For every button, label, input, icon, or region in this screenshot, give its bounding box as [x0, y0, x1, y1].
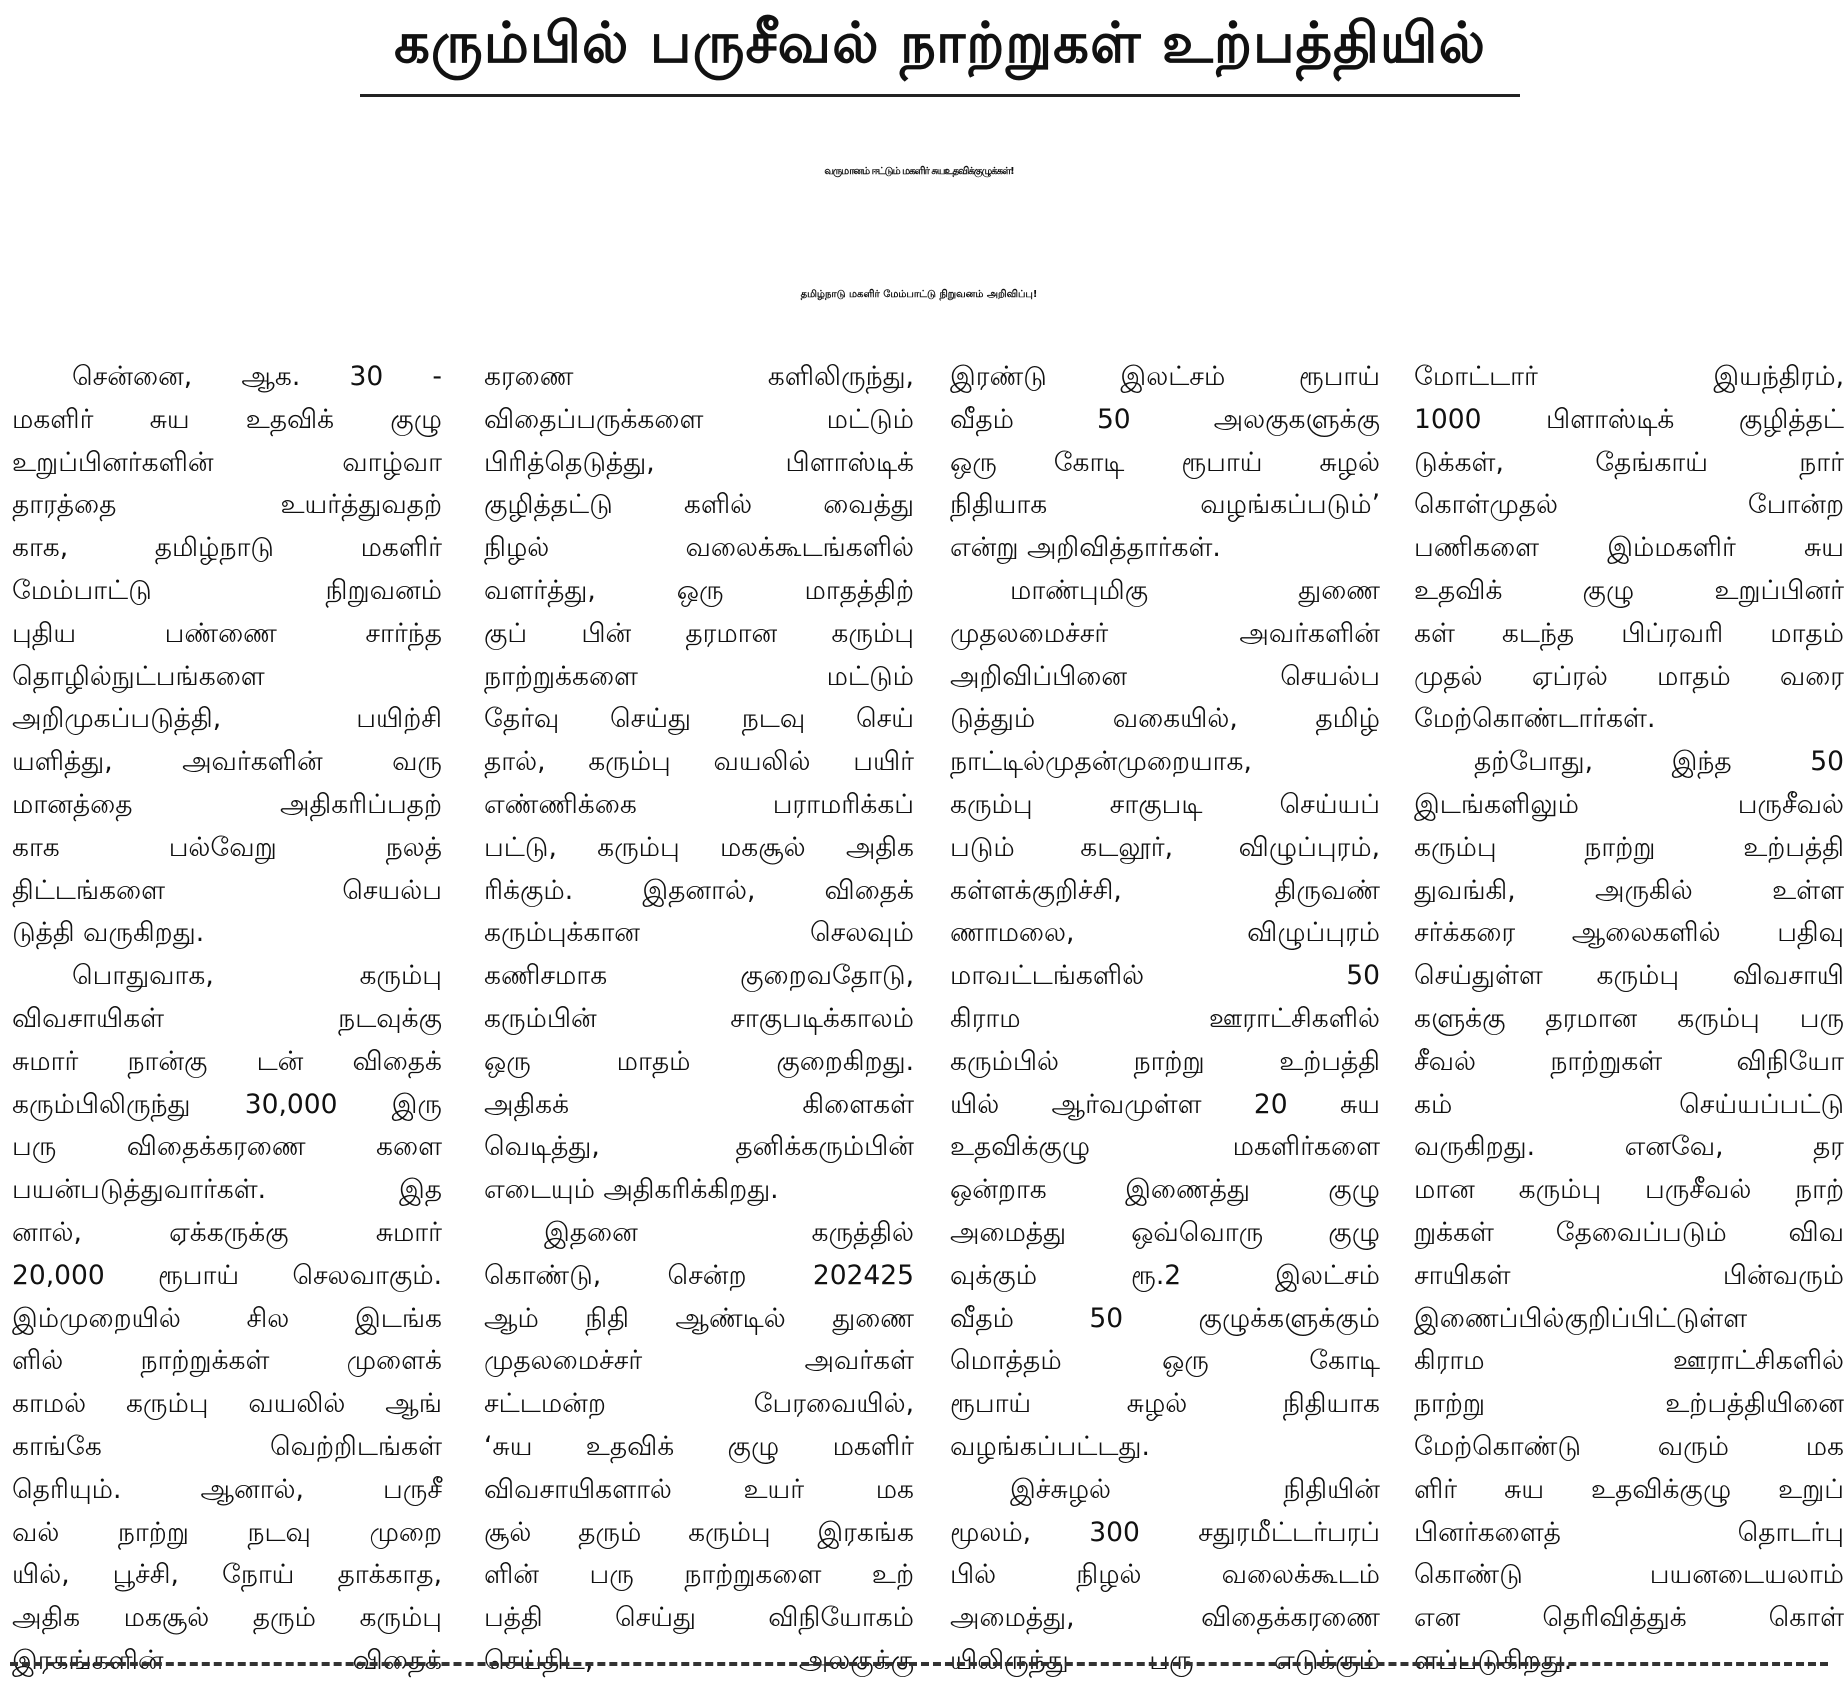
article-text-line: மூலம், 300 சதுரமீட்டர்பரப்	[950, 1516, 1380, 1548]
article-text-line: மகளிர் சுய உதவிக் குழு	[12, 403, 442, 435]
article-text-line: கரும்பின் சாகுபடிக்காலம்	[484, 1002, 914, 1034]
article-text-line: இம்முறையில் சில இடங்க	[12, 1302, 442, 1334]
article-text-line: முதல் ஏப்ரல் மாதம் வரை	[1414, 660, 1844, 692]
article-text-line: காங்கே வெற்றிடங்கள்	[12, 1430, 442, 1462]
article-text-line: கொண்டு பயனடையலாம்	[1414, 1559, 1844, 1591]
article-text-line: யளித்து, அவர்களின் வரு	[12, 746, 442, 778]
article-text-line: தால், கரும்பு வயலில் பயிர்	[484, 746, 914, 778]
article-text-line: கணிசமாக குறைவதோடு,	[484, 960, 914, 992]
article-text-line: சட்டமன்ற பேரவையில்,	[484, 1388, 914, 1420]
article-text-line: சர்க்கரை ஆலைகளில் பதிவு	[1414, 917, 1844, 949]
article-text-line: கள்ளக்குறிச்சி, திருவண்	[950, 874, 1380, 906]
article-text-line: வழங்கப்பட்டது.	[950, 1430, 1150, 1462]
article-kicker: கரும்பில் பருசீவல் நாற்றுகள் உற்பத்தியில்	[394, 11, 1486, 76]
article-text-line: வல் நாற்று நடவு முறை	[12, 1516, 442, 1548]
article-text-line: ணாமலை, விழுப்புரம்	[950, 917, 1380, 949]
article-text-line: கிராம ஊராட்சிகளில்	[1414, 1345, 1844, 1377]
article-text-line: திட்டங்களை செயல்ப	[12, 874, 442, 906]
article-text-line: உதவிக்குழு மகளிர்களை	[950, 1131, 1380, 1163]
article-text-line: மொத்தம் ஒரு கோடி	[950, 1345, 1380, 1377]
article-text-line: ரூபாய் சுழல் நிதியாக	[950, 1388, 1380, 1420]
article-text-line: கரணை களிலிருந்து,	[484, 361, 914, 392]
article-text-line: கொண்டு, சென்ற 202425	[484, 1259, 914, 1291]
article-text-line: முதலமைச்சர் அவர்களின்	[950, 617, 1380, 649]
article-text-line: இதனை கருத்தில்	[544, 1216, 914, 1248]
article-text-line: புதிய பண்ணை சார்ந்த	[12, 617, 442, 649]
article-text-line: இரகங்களின் விதைக்	[12, 1644, 442, 1676]
article-text-line: பினர்களைத் தொடர்பு	[1414, 1516, 1844, 1548]
article-text-line: அறிமுகப்படுத்தி, பயிற்சி	[12, 703, 442, 735]
article-text-line: இடங்களிலும் பருசீவல்	[1414, 788, 1844, 820]
article-text-line: சீவல் நாற்றுகள் விநியோ	[1414, 1045, 1844, 1077]
article-text-line: அறிவிப்பினை செயல்ப	[950, 660, 1380, 692]
article-text-line: கரும்பு நாற்று உற்பத்தி	[1414, 831, 1844, 863]
article-text-line: கரும்பிலிருந்து 30,000 இரு	[12, 1088, 442, 1120]
article-text-line: உதவிக் குழு உறுப்பினர்	[1414, 574, 1844, 606]
article-text-line: காக, தமிழ்நாடு மகளிர்	[12, 532, 442, 564]
article-column-3	[950, 356, 1380, 1676]
article-text-line: இணைப்பில்குறிப்பிட்டுள்ள	[1414, 1302, 1748, 1334]
article-text-line: வீதம் 50 குழுக்களுக்கும்	[950, 1302, 1380, 1334]
article-text-line: எடையும் அதிகரிக்கிறது.	[484, 1174, 779, 1206]
article-text-line: யில், பூச்சி, நோய் தாக்காத,	[12, 1559, 442, 1591]
kicker-underline	[360, 94, 1520, 97]
article-text-line: விவசாயிகள் நடவுக்கு	[12, 1002, 442, 1034]
article-text-line: மான கரும்பு பருசீவல் நாற்	[1414, 1174, 1844, 1206]
article-text-line: முதலமைச்சர் அவர்கள்	[484, 1345, 914, 1377]
article-text-line: சாயிகள் பின்வரும்	[1414, 1259, 1844, 1291]
article-text-line: விதைப்பருக்களை மட்டும்	[484, 403, 914, 435]
article-column-2	[484, 356, 914, 1676]
article-text-line: ஒன்றாக இணைத்து குழு	[950, 1174, 1380, 1206]
article-text-line: அமைத்து, விதைக்கரணை	[950, 1602, 1380, 1634]
article-text-line: பில் நிழல் வலைக்கூடம்	[950, 1559, 1380, 1591]
article-text-line: பயன்படுத்துவார்கள். இத	[12, 1174, 442, 1206]
article-text-line: அதிகக் கிளைகள்	[484, 1088, 914, 1120]
article-text-line: என தெரிவித்துக் கொள்	[1414, 1602, 1844, 1634]
article-text-line: உறுப்பினர்களின் வாழ்வா	[12, 446, 442, 478]
article-text-line: மாண்புமிகு துணை	[1010, 574, 1380, 606]
article-text-line: மேம்பாட்டு நிறுவனம்	[12, 574, 442, 606]
article-text-line: வளர்த்து, ஒரு மாதத்திற்	[484, 574, 914, 606]
article-text-line: தொழில்நுட்பங்களை	[12, 660, 265, 692]
article-text-line: கிராம ஊராட்சிகளில்	[950, 1002, 1380, 1034]
article-text-line: மாவட்டங்களில் 50	[950, 960, 1380, 992]
article-text-line: தேர்வு செய்து நடவு செய்	[484, 703, 914, 735]
article-text-line: பிரித்தெடுத்து, பிளாஸ்டிக்	[484, 446, 914, 478]
article-text-line: றுக்கள் தேவைப்படும் விவ	[1414, 1216, 1844, 1248]
article-text-line: பட்டு, கரும்பு மகசூல் அதிக	[484, 831, 914, 863]
article-text-line: அதிக மகசூல் தரும் கரும்பு	[12, 1602, 442, 1634]
article-text-line: வெடித்து, தனிக்கரும்பின்	[484, 1131, 914, 1163]
article-text-line: கரும்பு சாகுபடி செய்யப்	[950, 788, 1380, 820]
article-text-line: யிலிருந்து பரு எடுக்கும்	[950, 1644, 1380, 1676]
article-text-line: னால், ஏக்கருக்கு சுமார்	[12, 1216, 442, 1248]
article-text-line: விவசாயிகளால் உயர் மக	[484, 1473, 914, 1505]
article-text-line: துவங்கி, அருகில் உள்ள	[1414, 874, 1844, 906]
article-text-line: டுத்தி வருகிறது.	[12, 917, 205, 949]
article-text-line: வருகிறது. எனவே, தர	[1414, 1131, 1844, 1163]
article-text-line: 1000 பிளாஸ்டிக் குழித்தட்	[1414, 403, 1844, 435]
article-text-line: இச்சுழல் நிதியின்	[1010, 1473, 1380, 1505]
article-text-line: நாட்டில்முதன்முறையாக,	[950, 746, 1252, 778]
article-subheadline: தமிழ்நாடு மகளிர் மேம்பாட்டு நிறுவனம் அறிவிப்பு!	[800, 289, 1038, 300]
article-text-line: இரண்டு இலட்சம் ரூபாய்	[950, 361, 1380, 392]
article-text-line: மேற்கொண்டார்கள்.	[1414, 703, 1656, 735]
article-text-line: களுக்கு தரமான கரும்பு பரு	[1414, 1002, 1844, 1034]
article-text-line: நிதியாக வழங்கப்படும்’	[950, 489, 1380, 521]
article-text-line: ஒரு கோடி ரூபாய் சுழல்	[950, 446, 1380, 478]
article-headline: வருமானம் ஈட்டும் மகளிர் சுயஉதவிக்குழுக்கள்!	[824, 166, 1014, 177]
article-text-line: சென்னை, ஆக. 30 -	[72, 361, 442, 392]
article-text-line: நாற்று உற்பத்தியினை	[1414, 1388, 1844, 1420]
article-text-line: மேற்கொண்டு வரும் மக	[1414, 1430, 1844, 1462]
article-column-1	[12, 356, 442, 1676]
article-text-line: மானத்தை அதிகரிப்பதற்	[12, 788, 442, 820]
article-text-line: தற்போது, இந்த 50	[1474, 746, 1844, 778]
article-text-line: எண்ணிக்கை பராமரிக்கப்	[484, 788, 914, 820]
article-column-4	[1414, 356, 1844, 1676]
article-text-line: குழித்தட்டு களில் வைத்து	[484, 489, 914, 521]
article-text-line: கரும்பில் நாற்று உற்பத்தி	[950, 1045, 1380, 1077]
article-text-line: 20,000 ரூபாய் செலவாகும்.	[12, 1259, 442, 1291]
article-text-line: ஒரு மாதம் குறைகிறது.	[484, 1045, 914, 1077]
bottom-dashed-rule	[10, 1662, 1828, 1666]
article-text-line: பத்தி செய்து விநியோகம்	[484, 1602, 914, 1634]
article-text-line: கொள்முதல் போன்ற	[1414, 489, 1844, 521]
article-text-line: பரு விதைக்கரணை களை	[12, 1131, 442, 1163]
article-text-line: நாற்றுக்களை மட்டும்	[484, 660, 914, 692]
article-text-line: கள் கடந்த பிப்ரவரி மாதம்	[1414, 617, 1844, 649]
article-text-line: வீதம் 50 அலகுகளுக்கு	[950, 403, 1380, 435]
article-text-line: அமைத்து ஒவ்வொரு குழு	[950, 1216, 1380, 1248]
article-text-line: வுக்கும் ரூ.2 இலட்சம்	[950, 1259, 1380, 1291]
article-text-line: ளில் நாற்றுக்கள் முளைக்	[12, 1345, 442, 1377]
article-text-line: பணிகளை இம்மகளிர் சுய	[1414, 532, 1844, 564]
article-text-line: காக பல்வேறு நலத்	[12, 831, 442, 863]
article-text-line: ளின் பரு நாற்றுகளை உற்	[484, 1559, 914, 1591]
article-text-line: சுமார் நான்கு டன் விதைக்	[12, 1045, 442, 1077]
article-text-line: டுத்தும் வகையில், தமிழ்	[950, 703, 1380, 735]
article-text-line: ரிக்கும். இதனால், விதைக்	[484, 874, 914, 906]
article-text-line: குப் பின் தரமான கரும்பு	[484, 617, 914, 649]
article-text-line: ‘சுய உதவிக் குழு மகளிர்	[484, 1430, 914, 1462]
article-text-line: நிழல் வலைக்கூடங்களில்	[484, 532, 914, 564]
article-text-line: ளப்படுகிறது.	[1414, 1644, 1573, 1676]
article-text-line: ஆம் நிதி ஆண்டில் துணை	[484, 1302, 914, 1334]
article-text-line: ளிர் சுய உதவிக்குழு உறுப்	[1414, 1473, 1844, 1505]
article-text-line: காமல் கரும்பு வயலில் ஆங்	[12, 1388, 442, 1420]
article-text-line: கம் செய்யப்பட்டு	[1414, 1088, 1844, 1120]
article-text-line: செய்திட, அலகுக்கு	[484, 1644, 914, 1676]
article-text-line: செய்துள்ள கரும்பு விவசாயி	[1414, 960, 1844, 992]
article-text-line: படும் கடலூர், விழுப்புரம்,	[950, 831, 1380, 863]
article-text-line: கரும்புக்கான செலவும்	[484, 917, 914, 949]
article-text-line: என்று அறிவித்தார்கள்.	[950, 532, 1221, 564]
article-text-line: தாரத்தை உயர்த்துவதற்	[12, 489, 442, 521]
article-text-line: யில் ஆர்வமுள்ள 20 சுய	[950, 1088, 1380, 1120]
article-text-line: பொதுவாக, கரும்பு	[72, 960, 442, 992]
article-text-line: டுக்கள், தேங்காய் நார்	[1414, 446, 1844, 478]
article-text-line: தெரியும். ஆனால், பருசீ	[12, 1473, 442, 1505]
article-text-line: சூல் தரும் கரும்பு இரகங்க	[484, 1516, 914, 1548]
article-text-line: மோட்டார் இயந்திரம்,	[1414, 361, 1844, 392]
